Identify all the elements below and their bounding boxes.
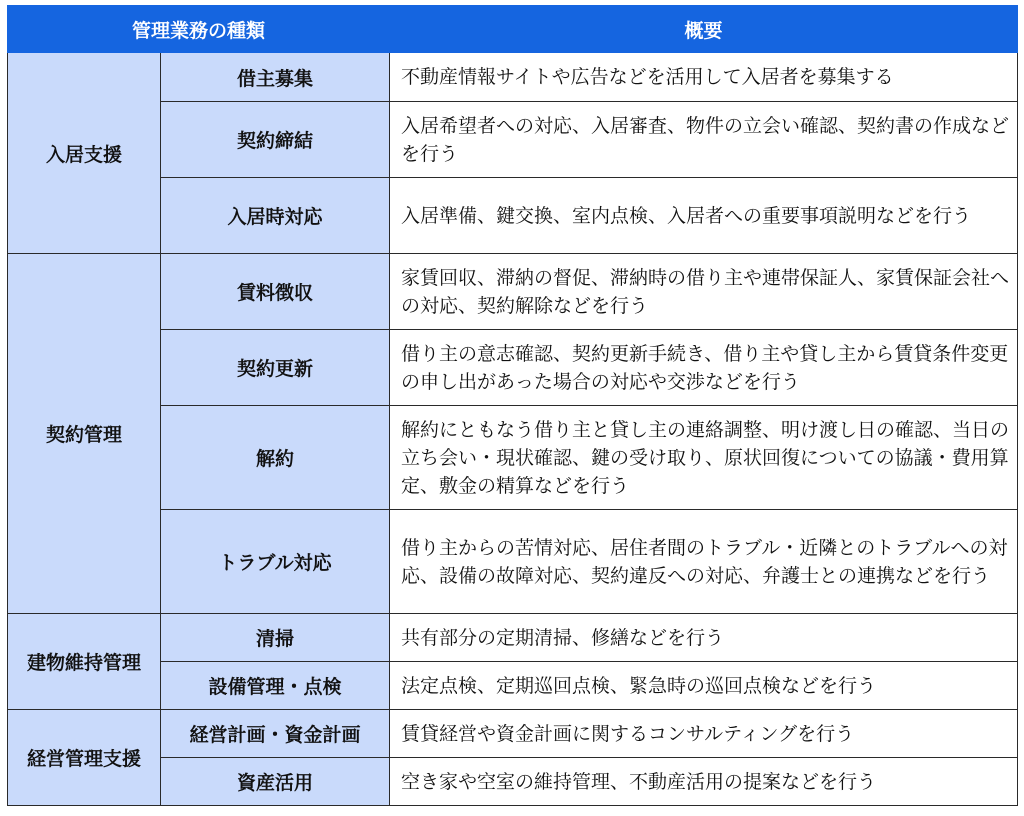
task-cell: 契約更新 bbox=[161, 330, 390, 406]
table-row bbox=[8, 710, 1018, 758]
description-cell: 法定点検、定期巡回点検、緊急時の巡回点検などを行う bbox=[390, 662, 1018, 710]
task-cell: 解約 bbox=[161, 406, 390, 510]
table-header-row bbox=[8, 6, 1018, 53]
description-cell: 入居希望者への対応、入居審査、物件の立会い確認、契約書の作成などを行う bbox=[390, 102, 1018, 178]
description-cell: 賃貸経営や資金計画に関するコンサルティングを行う bbox=[390, 710, 1018, 758]
category-cell: 経営管理支援 bbox=[8, 710, 161, 806]
task-cell: トラブル対応 bbox=[161, 510, 390, 614]
description-cell: 借り主からの苦情対応、居住者間のトラブル・近隣とのトラブルへの対応、設備の故障対応、契約違反への対応、弁護士との連携などを行う bbox=[390, 510, 1018, 614]
task-cell: 入居時対応 bbox=[161, 178, 390, 254]
header-task-type: 管理業務の種類 bbox=[8, 6, 390, 53]
category-cell: 契約管理 bbox=[8, 254, 161, 614]
description-cell: 入居準備、鍵交換、室内点検、入居者への重要事項説明などを行う bbox=[390, 178, 1018, 254]
task-cell: 清掃 bbox=[161, 614, 390, 662]
task-cell: 賃料徴収 bbox=[161, 254, 390, 330]
task-cell: 契約締結 bbox=[161, 102, 390, 178]
table-row bbox=[8, 53, 1018, 102]
category-cell: 建物維持管理 bbox=[8, 614, 161, 710]
management-tasks-table bbox=[7, 5, 1018, 806]
header-overview: 概要 bbox=[390, 6, 1018, 53]
task-cell: 資産活用 bbox=[161, 758, 390, 806]
table-row bbox=[8, 614, 1018, 662]
description-cell: 家賃回収、滞納の督促、滞納時の借り主や連帯保証人、家賃保証会社への対応、契約解除などを行う bbox=[390, 254, 1018, 330]
category-cell: 入居支援 bbox=[8, 53, 161, 254]
task-cell: 経営計画・資金計画 bbox=[161, 710, 390, 758]
description-cell: 借り主の意志確認、契約更新手続き、借り主や貸し主から賃貸条件変更の申し出があった場合の対応や交渉などを行う bbox=[390, 330, 1018, 406]
description-cell: 不動産情報サイトや広告などを活用して入居者を募集する bbox=[390, 53, 1018, 102]
task-cell: 借主募集 bbox=[161, 53, 390, 102]
task-cell: 設備管理・点検 bbox=[161, 662, 390, 710]
description-cell: 共有部分の定期清掃、修繕などを行う bbox=[390, 614, 1018, 662]
description-cell: 空き家や空室の維持管理、不動産活用の提案などを行う bbox=[390, 758, 1018, 806]
table-row bbox=[8, 254, 1018, 330]
description-cell: 解約にともなう借り主と貸し主の連絡調整、明け渡し日の確認、当日の立ち会い・現状確認、鍵の受け取り、原状回復についての協議・費用算定、敷金の精算などを行う bbox=[390, 406, 1018, 510]
